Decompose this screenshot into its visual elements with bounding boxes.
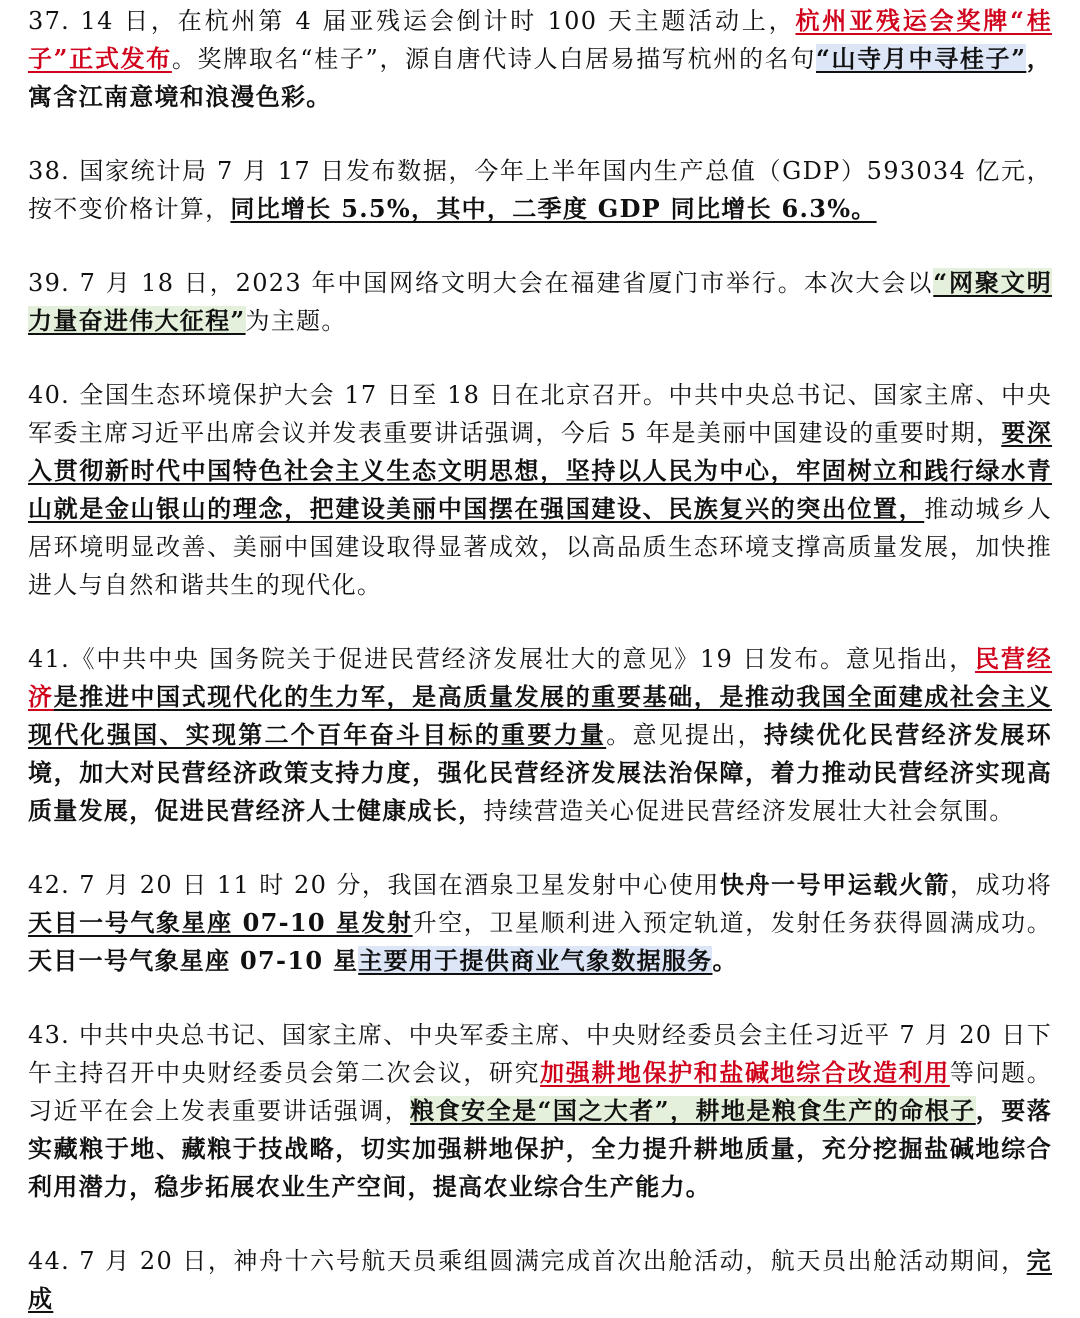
- news-item-41: [28, 640, 1052, 830]
- highlight-green: “网聚文明力量奋进伟大征程”: [28, 268, 1053, 335]
- text: 等问题。习近平在会上发表重要讲话强调，: [28, 1059, 1052, 1125]
- highlight-red: 杭州亚残运会奖牌“桂子”正式发布: [28, 6, 1052, 73]
- text: 40. 全国生态环境保护大会 17 日至 18 日在北京召开。中共中央总书记、国家主席、中央军委主席习近平出席会议并发表重要讲话强调，今后 5 年是美丽中国建设的重要时期，: [28, 381, 1052, 447]
- news-item-42: [28, 866, 1052, 980]
- text: 升空，卫星顺利进入预定轨道，发射任务获得圆满成功。: [412, 909, 1052, 937]
- highlight-red: 民营经济: [28, 644, 1052, 711]
- text: 持续营造关心促进民营经济发展壮大社会氛围。: [483, 797, 1015, 825]
- news-item-43: [28, 1016, 1052, 1206]
- highlight-blue: “山寺月中寻桂子”: [816, 44, 1027, 73]
- news-item-44: [28, 1242, 1052, 1318]
- bold-text: 快舟一号甲运载火箭: [719, 870, 950, 899]
- text: 推动城乡人居环境明显改善、美丽中国建设取得显著成效，以高品质生态环境支撑高质量发展，加快推进人与自然和谐共生的现代化。: [28, 495, 1052, 599]
- news-item-37: [28, 0, 1052, 116]
- text: 39. 7 月 18 日，2023 年中国网络文明大会在福建省厦门市举行。本次大会以: [28, 269, 934, 297]
- bold-text: 天目一号气象星座 07-10 星: [28, 946, 359, 975]
- news-item-39: [28, 264, 1052, 340]
- bold-underline: 天目一号气象星座 07-10 星发射: [28, 908, 413, 937]
- text: ，成功将: [950, 871, 1053, 899]
- text: 。奖牌取名“桂子”，源自唐代诗人白居易描写杭州的名句: [171, 45, 816, 73]
- bold-underline: 要深入贯彻新时代中国特色社会主义生态文明思想，坚持以人民为中心，牢固树立和践行绿水青山就是金山银山的理念，把建设美丽中国摆在强国建设、民族复兴的突出位置，: [28, 418, 1052, 523]
- text: 41.《中共中央 国务院关于促进民营经济发展壮大的意见》19 日发布。意见指出，: [28, 645, 976, 673]
- news-item-38: [28, 152, 1052, 228]
- highlight-blue: 主要用于提供商业气象数据服务: [358, 946, 713, 975]
- text: 为主题。: [245, 307, 347, 335]
- bold-underline: 完成: [28, 1246, 1052, 1313]
- text: 43. 中共中央总书记、国家主席、中央军委主席、中央财经委员会主任习近平 7 月 20 日下午主持召开中央财经委员会第二次会议，研究: [28, 1021, 1052, 1087]
- bold-underline: 同比增长 5.5%，其中，二季度 GDP 同比增长 6.3%。: [230, 194, 877, 223]
- text: 42. 7 月 20 日 11 时 20 分，我国在酒泉卫星发射中心使用: [28, 871, 720, 899]
- bold-text: ，寓含江南意境和浪漫色彩。: [28, 44, 1053, 111]
- text: 37. 14 日，在杭州第 4 届亚残运会倒计时 100 天主题活动上，: [28, 7, 796, 35]
- highlight-green: 粮食安全是“国之大者”，耕地是粮食生产的命根子: [410, 1096, 976, 1125]
- highlight-red: 加强耕地保护和盐碱地综合改造利用: [540, 1058, 950, 1087]
- text: 38. 国家统计局 7 月 17 日发布数据，今年上半年国内生产总值（GDP）593034 亿元，按不变价格计算，: [28, 157, 1052, 223]
- text: 44. 7 月 20 日，神舟十六号航天员乘组圆满完成首次出舱活动，航天员出舱活动期间，: [28, 1247, 1027, 1275]
- bold-text: ，要落实藏粮于地、藏粮于技战略，切实加强耕地保护，全力提升耕地质量，充分挖掘盐碱地综合利用潜力，稳步拓展农业生产空间，提高农业综合生产能力。: [28, 1096, 1052, 1201]
- bold-text: 持续优化民营经济发展环境，加大对民营经济政策支持力度，强化民营经济发展法治保障，着力推动民营经济实现高质量发展，促进民营经济人士健康成长，: [28, 720, 1052, 825]
- text: 。意见提出，: [606, 721, 764, 749]
- bold-underline: 是推进中国式现代化的生力军，是高质量发展的重要基础，是推动我国全面建成社会主义现代化强国、实现第二个百年奋斗目标的重要力量: [28, 682, 1052, 749]
- news-item-40: [28, 376, 1052, 604]
- bold-text: 。: [712, 946, 738, 975]
